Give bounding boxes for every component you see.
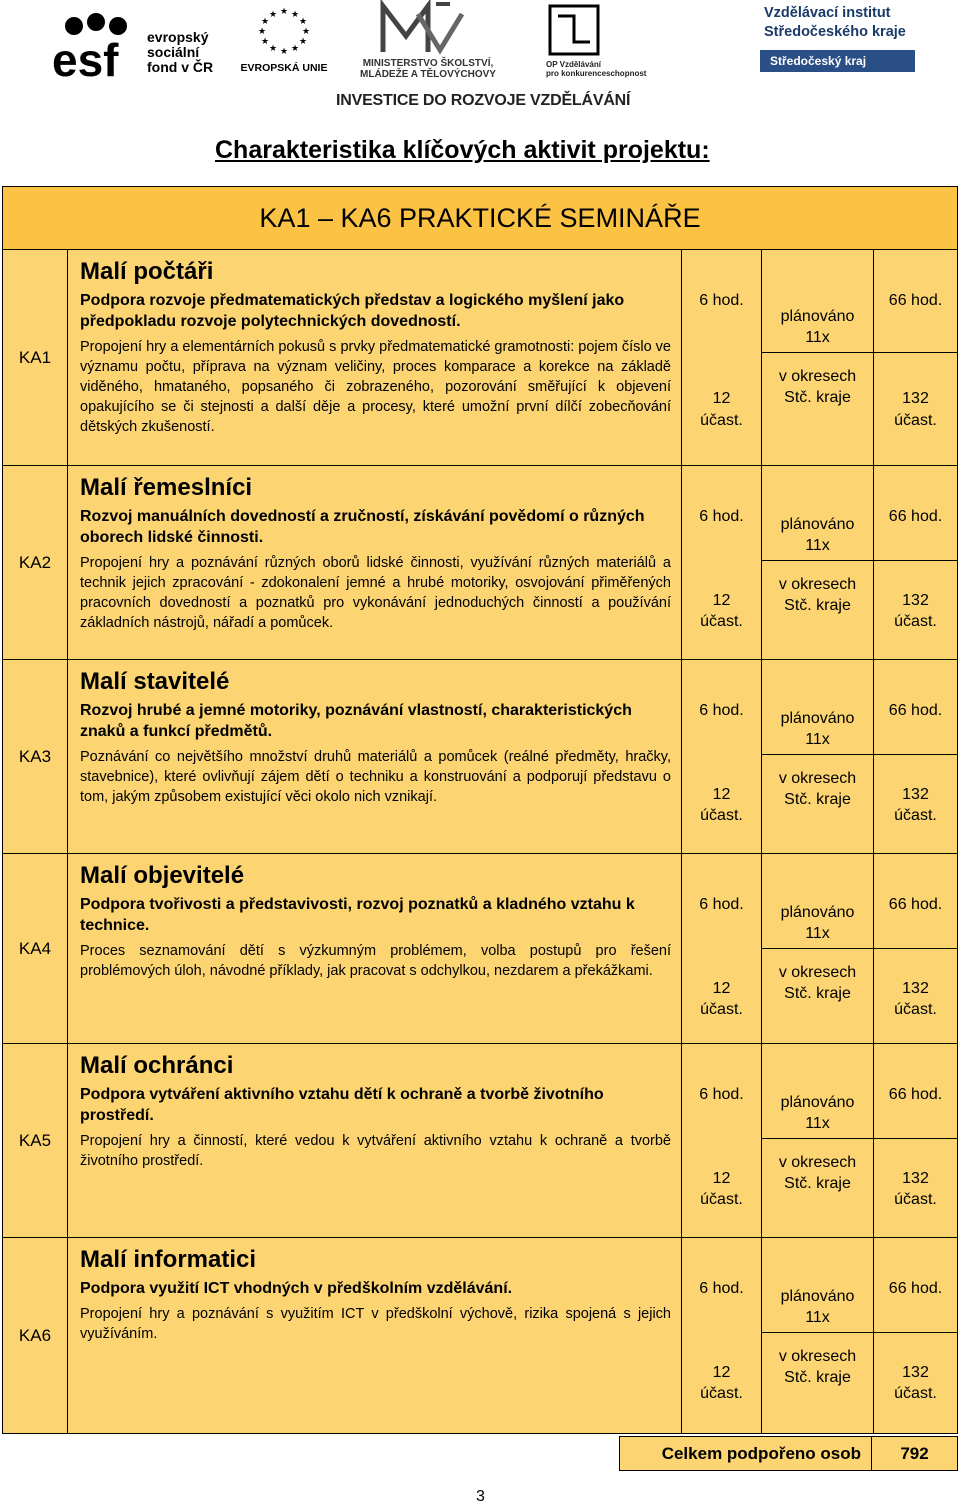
plan-where: v okresech [778,1154,857,1171]
activity-name: Malí ochránci [80,1052,234,1079]
totals-divider [874,352,957,353]
hours-value: 6 hod. [699,896,744,913]
activity-description [68,660,682,853]
activity-description [68,1238,682,1433]
svg-text:★: ★ [290,44,300,54]
activity-text: Propojení hry a činností, které vedou k vytváření aktivního vztahu k ochraně a tvorbě životního prostředí. [80,1133,671,1169]
hours-value: 6 hod. [699,1086,744,1103]
total-participants: 132 [902,786,929,803]
session-hours [682,660,762,853]
activity-description [68,1044,682,1237]
participants-unit: účast. [700,1385,743,1402]
plan-where: v okresech [778,1348,857,1365]
svg-text:★: ★ [301,27,311,37]
page-number: 3 [476,1488,485,1505]
plan-count: 11x [805,1309,830,1326]
hours-value: 6 hod. [699,1280,744,1297]
plan-cell [762,854,874,1043]
activity-goal: Podpora využití ICT vhodných v předškolním vzdělávání. [80,1280,513,1297]
eu-stars-icon [246,4,322,56]
participants-unit: účast. [700,1191,743,1208]
activity-goal: Podpora tvořivosti a představivosti, rozvoj poznatků a kladného vztahu k technice. [80,896,635,934]
svg-text:★: ★ [279,47,289,56]
total-participants-unit: účast. [894,1385,937,1402]
plan-count: 11x [805,537,830,554]
totals-cell [874,466,957,659]
table-row-ka5 [2,1044,958,1238]
plan-cell [762,250,874,465]
hours-value: 6 hod. [699,702,744,719]
totals-cell [874,1238,957,1433]
activity-text: Proces seznamování dětí s výzkumným problémem, volba postupů pro řešení problémových úloh, návodné příklady, jak pracovat s odchylkou, nezdarem a překážkami. [80,943,671,979]
table-row-ka6 [2,1238,958,1434]
msmt-logo [338,0,518,80]
total-hours: 66 hod. [888,1086,943,1103]
total-participants: 132 [902,1364,929,1381]
header-logos [0,0,960,118]
total-hours: 66 hod. [888,896,943,913]
total-participants-unit: účast. [894,1191,937,1208]
total-hours: 66 hod. [888,292,943,309]
investice-slogan: INVESTICE DO ROZVOJE VZDĚLÁVÁNÍ [336,92,631,109]
activity-id: KA3 [3,660,68,853]
plan-region: Stč. kraje [784,985,851,1002]
activity-name: Malí stavitelé [80,668,230,695]
session-hours [682,466,762,659]
activity-text: Poznávání co největšího množství druhů materiálů a pomůcek (reálné předměty, hračky, stavebnice), které ovlivňují zájem dětí o techniku a konstruování a podporují představu o tom, jakým způsobem existující věci okolo nich vznikají. [80,749,671,805]
total-row [619,1436,958,1471]
participants-value: 12 [712,1170,731,1187]
participants-value: 12 [712,592,731,609]
totals-divider [874,754,957,755]
activity-id: KA5 [3,1044,68,1237]
plan-cell [762,1238,874,1433]
svg-text:★: ★ [260,17,270,27]
total-hours: 66 hod. [888,508,943,525]
table-row-ka4 [2,854,958,1044]
plan-count: 11x [805,329,830,346]
svg-text:esf: esf [52,34,119,78]
total-participants-unit: účast. [894,613,937,630]
document-title: Charakteristika klíčových aktivit projektu: [215,136,710,164]
eu-logo [234,2,334,80]
participants-value: 12 [712,786,731,803]
plan-divider [762,1138,873,1139]
totals-divider [874,560,957,561]
plan-region: Stč. kraje [784,1175,851,1192]
vis-logo [758,0,958,80]
plan-region: Stč. kraje [784,1369,851,1386]
svg-text:★: ★ [268,44,278,54]
activity-text: Propojení hry a poznávání různých oborů lidské činnosti, využívání různých materiálů a technik jejich zpracování - zdokonalení jemné a hrubé motoriky, osvojování přiměřených pracovních dovedností a poznatků pro vykonávání jednoduchých činností a používání základních nástrojů, nářadí a pomůcek. [80,555,671,631]
eu-label: EVROPSKÁ UNIE [240,62,328,74]
activity-name: Malí řemeslníci [80,474,253,501]
total-participants-unit: účast. [894,807,937,824]
totals-cell [874,250,957,465]
activity-goal: Podpora vytváření aktivního vztahu dětí k ochraně a tvorbě životního prostředí. [80,1086,604,1124]
plan-cell [762,660,874,853]
esf-logo [52,4,227,82]
plan-label: plánováno [780,1094,855,1111]
totals-divider [874,948,957,949]
hours-value: 6 hod. [699,292,744,309]
svg-text:★: ★ [268,10,278,20]
esf-mark-icon [52,12,140,78]
activity-text: Propojení hry a poznávání s využitím ICT v předškolní výchově, rizika spojená s jejich využíváním. [80,1306,671,1342]
plan-count: 11x [805,1115,830,1132]
session-hours [682,1044,762,1237]
vis-label: Vzdělávací institut Středočeského kraje [764,5,906,40]
plan-cell [762,1044,874,1237]
hours-value: 6 hod. [699,508,744,525]
table-row-ka2 [2,466,958,660]
participants-value: 12 [712,390,731,407]
plan-divider [762,1332,873,1333]
total-participants-unit: účast. [894,1001,937,1018]
plan-count: 11x [805,925,830,942]
plan-where: v okresech [778,368,857,385]
activity-goal: Rozvoj manuálních dovedností a zručností, získávání povědomí o různých oborech lidské činnosti. [80,508,645,546]
op-label: OP Vzdělávání pro konkurenceschopnost [546,60,647,78]
activity-description [68,854,682,1043]
activity-description [68,466,682,659]
svg-text:★: ★ [290,10,300,20]
svg-text:★: ★ [279,7,289,17]
plan-divider [762,754,873,755]
activity-name: Malí objevitelé [80,862,245,889]
op-logo [540,2,647,80]
plan-divider [762,560,873,561]
plan-label: plánováno [780,516,855,533]
totals-cell [874,1044,957,1237]
total-participants: 132 [902,592,929,609]
activity-name: Malí počtáři [80,258,214,285]
participants-value: 12 [712,980,731,997]
plan-where: v okresech [778,964,857,981]
activity-id: KA2 [3,466,68,659]
svg-text:★: ★ [260,37,270,47]
total-value: 792 [900,1444,929,1463]
plan-label: plánováno [780,308,855,325]
participants-value: 12 [712,1364,731,1381]
plan-region: Stč. kraje [784,597,851,614]
session-hours [682,854,762,1043]
total-label: Celkem podpořeno osob [620,1437,872,1470]
totals-cell [874,854,957,1043]
participants-unit: účast. [700,807,743,824]
total-hours: 66 hod. [888,1280,943,1297]
plan-label: plánováno [780,904,855,921]
activity-goal: Podpora rozvoje předmatematických představ a logického myšlení jako předpokladu rozvoje polytechnických dovedností. [80,292,625,330]
session-hours [682,1238,762,1433]
activity-id: KA4 [3,854,68,1043]
msmt-label: MINISTERSTVO ŠKOLSTVÍ, MLÁDEŽE A TĚLOVÝCHOVY [360,58,496,80]
total-participants: 132 [902,390,929,407]
op-mark-icon [546,2,606,58]
activity-name: Malí informatici [80,1246,257,1273]
total-hours: 66 hod. [888,702,943,719]
svg-text:★: ★ [298,37,308,47]
plan-region: Stč. kraje [784,389,851,406]
section-banner: KA1 – KA6 PRAKTICKÉ SEMINÁŘE [2,186,958,250]
svg-text:★: ★ [298,17,308,27]
plan-region: Stč. kraje [784,791,851,808]
participants-unit: účast. [700,412,743,429]
total-participants-unit: účast. [894,412,937,429]
activity-text: Propojení hry a elementárních pokusů s prvky předmatematické gramotnosti: pojem číslo ve významu počtu, příprava na význam veličiny, proces komparace a korekce na základě viděného, hmataného, popsaného či zobrazeného, pozorování směřující k objevení opakujícího se či stejnosti a další děje a procesy, které umožní první dílčí zobecňování dětských zkušeností. [80,339,671,435]
participants-unit: účast. [700,1001,743,1018]
table-row-ka1 [2,250,958,466]
session-hours [682,250,762,465]
plan-where: v okresech [778,576,857,593]
table-row-ka3 [2,660,958,854]
msmt-mark-icon [378,0,468,58]
plan-count: 11x [805,731,830,748]
activity-id: KA6 [3,1238,68,1433]
plan-divider [762,352,873,353]
total-participants: 132 [902,1170,929,1187]
total-participants: 132 [902,980,929,997]
totals-divider [874,1332,957,1333]
plan-label: plánováno [780,1288,855,1305]
vis-region-bar: Středočeský kraj [760,50,915,72]
esf-label: evropský sociální fond v ČR [147,29,214,75]
plan-label: plánováno [780,710,855,727]
activity-id: KA1 [3,250,68,465]
totals-divider [874,1138,957,1139]
participants-unit: účast. [700,613,743,630]
activity-goal: Rozvoj hrubé a jemné motoriky, poznávání vlastností, charakteristických znaků a funkcí předmětů. [80,702,632,740]
plan-where: v okresech [778,770,857,787]
svg-text:★: ★ [257,27,267,37]
totals-cell [874,660,957,853]
plan-divider [762,948,873,949]
activity-description [68,250,682,465]
plan-cell [762,466,874,659]
